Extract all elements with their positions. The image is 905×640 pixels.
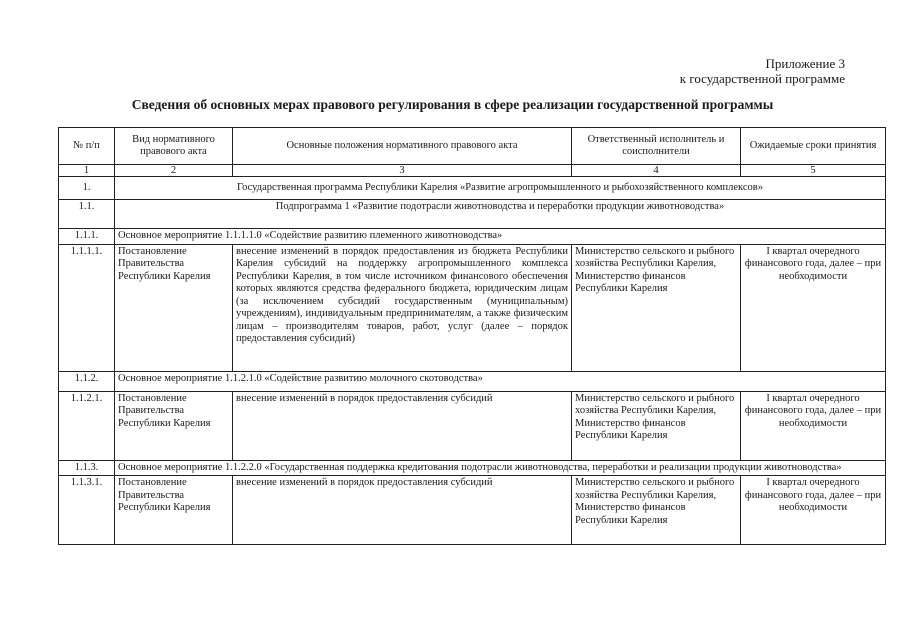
program-row <box>59 177 886 200</box>
header-term: Ожидаемые сроки принятия <box>741 128 886 165</box>
column-number: 2 <box>115 165 233 177</box>
appendix-line-2: к государственной программе <box>679 71 845 86</box>
measure-num: 1.1.1.1. <box>59 244 115 371</box>
measure-content: внесение изменений в порядок предоставления из бюджета Республики Карелия субсидий на поддержку агропромышленного комплекса Республики Карелия, в том числе источником финансового обеспечения которых являются средства федерального бюджета, юридическим лицам (за исключением субсидий государственным (муниципальным) учреждениям), индивидуальным предпринимателям, а также физическим лицам – производителям товаров, работ, услуг (далее – порядок предоставления субсидий) <box>233 244 572 371</box>
section-row <box>59 460 886 476</box>
section-row <box>59 229 886 245</box>
section-num: 1.1.1. <box>59 229 115 245</box>
measure-num: 1.1.3.1. <box>59 476 115 545</box>
header-content: Основные положения нормативного правового акта <box>233 128 572 165</box>
section-num: 1.1.2. <box>59 371 115 391</box>
measure-row <box>59 244 886 371</box>
measure-row <box>59 391 886 460</box>
subprogram-row <box>59 200 886 229</box>
column-number: 1 <box>59 165 115 177</box>
measures-table <box>58 127 886 545</box>
column-number: 4 <box>572 165 741 177</box>
appendix-note <box>680 56 845 86</box>
measure-row <box>59 476 886 545</box>
section-title: Основное мероприятие 1.1.2.2.0 «Государственная поддержка кредитования подотрасли животноводства, переработки и реализации продукции животноводства» <box>115 460 886 476</box>
document-title: Сведения об основных мерах правового регулирования в сфере реализации государственной программы <box>131 97 774 112</box>
header-num: № п/п <box>59 128 115 165</box>
measure-term: I квартал очередного финансового года, далее – при необходимости <box>741 244 886 371</box>
measure-num: 1.1.2.1. <box>59 391 115 460</box>
header-executor: Ответственный исполнитель и соисполнители <box>572 128 741 165</box>
measure-content: внесение изменений в порядок предоставления субсидий <box>233 476 572 545</box>
header-act-type: Вид нормативного правового акта <box>115 128 233 165</box>
section-num: 1.1.3. <box>59 460 115 476</box>
subprogram-num: 1.1. <box>59 200 115 229</box>
column-number: 3 <box>233 165 572 177</box>
section-title: Основное мероприятие 1.1.1.1.0 «Содействие развитию племенного животноводства» <box>115 229 886 245</box>
program-num: 1. <box>59 177 115 200</box>
measure-act-type: Постановление Правительства Республики Карелия <box>115 244 233 371</box>
subprogram-title: Подпрограмма 1 «Развитие подотрасли животноводства и переработки продукции животноводства» <box>115 200 886 229</box>
measure-act-type: Постановление Правительства Республики Карелия <box>115 391 233 460</box>
measure-executor: Министерство сельского и рыбного хозяйства Республики Карелия, Министерство финансов Республики Карелия <box>572 391 741 460</box>
measure-content: внесение изменений в порядок предоставления субсидий <box>233 391 572 460</box>
section-row <box>59 371 886 391</box>
measure-term: I квартал очередного финансового года, далее – при необходимости <box>741 391 886 460</box>
table-header-row <box>59 128 886 165</box>
section-title: Основное мероприятие 1.1.2.1.0 «Содействие развитию молочного скотоводства» <box>115 371 886 391</box>
measure-executor: Министерство сельского и рыбного хозяйства Республики Карелия, Министерство финансов Республики Карелия <box>572 244 741 371</box>
column-numbers-row <box>59 165 886 177</box>
column-number: 5 <box>741 165 886 177</box>
measure-executor: Министерство сельского и рыбного хозяйства Республики Карелия, Министерство финансов Республики Карелия <box>572 476 741 545</box>
appendix-line-1: Приложение 3 <box>765 56 845 71</box>
measure-term: I квартал очередного финансового года, далее – при необходимости <box>741 476 886 545</box>
program-title: Государственная программа Республики Карелия «Развитие агропромышленного и рыбохозяйственного комплексов» <box>115 177 886 200</box>
measure-act-type: Постановление Правительства Республики Карелия <box>115 476 233 545</box>
